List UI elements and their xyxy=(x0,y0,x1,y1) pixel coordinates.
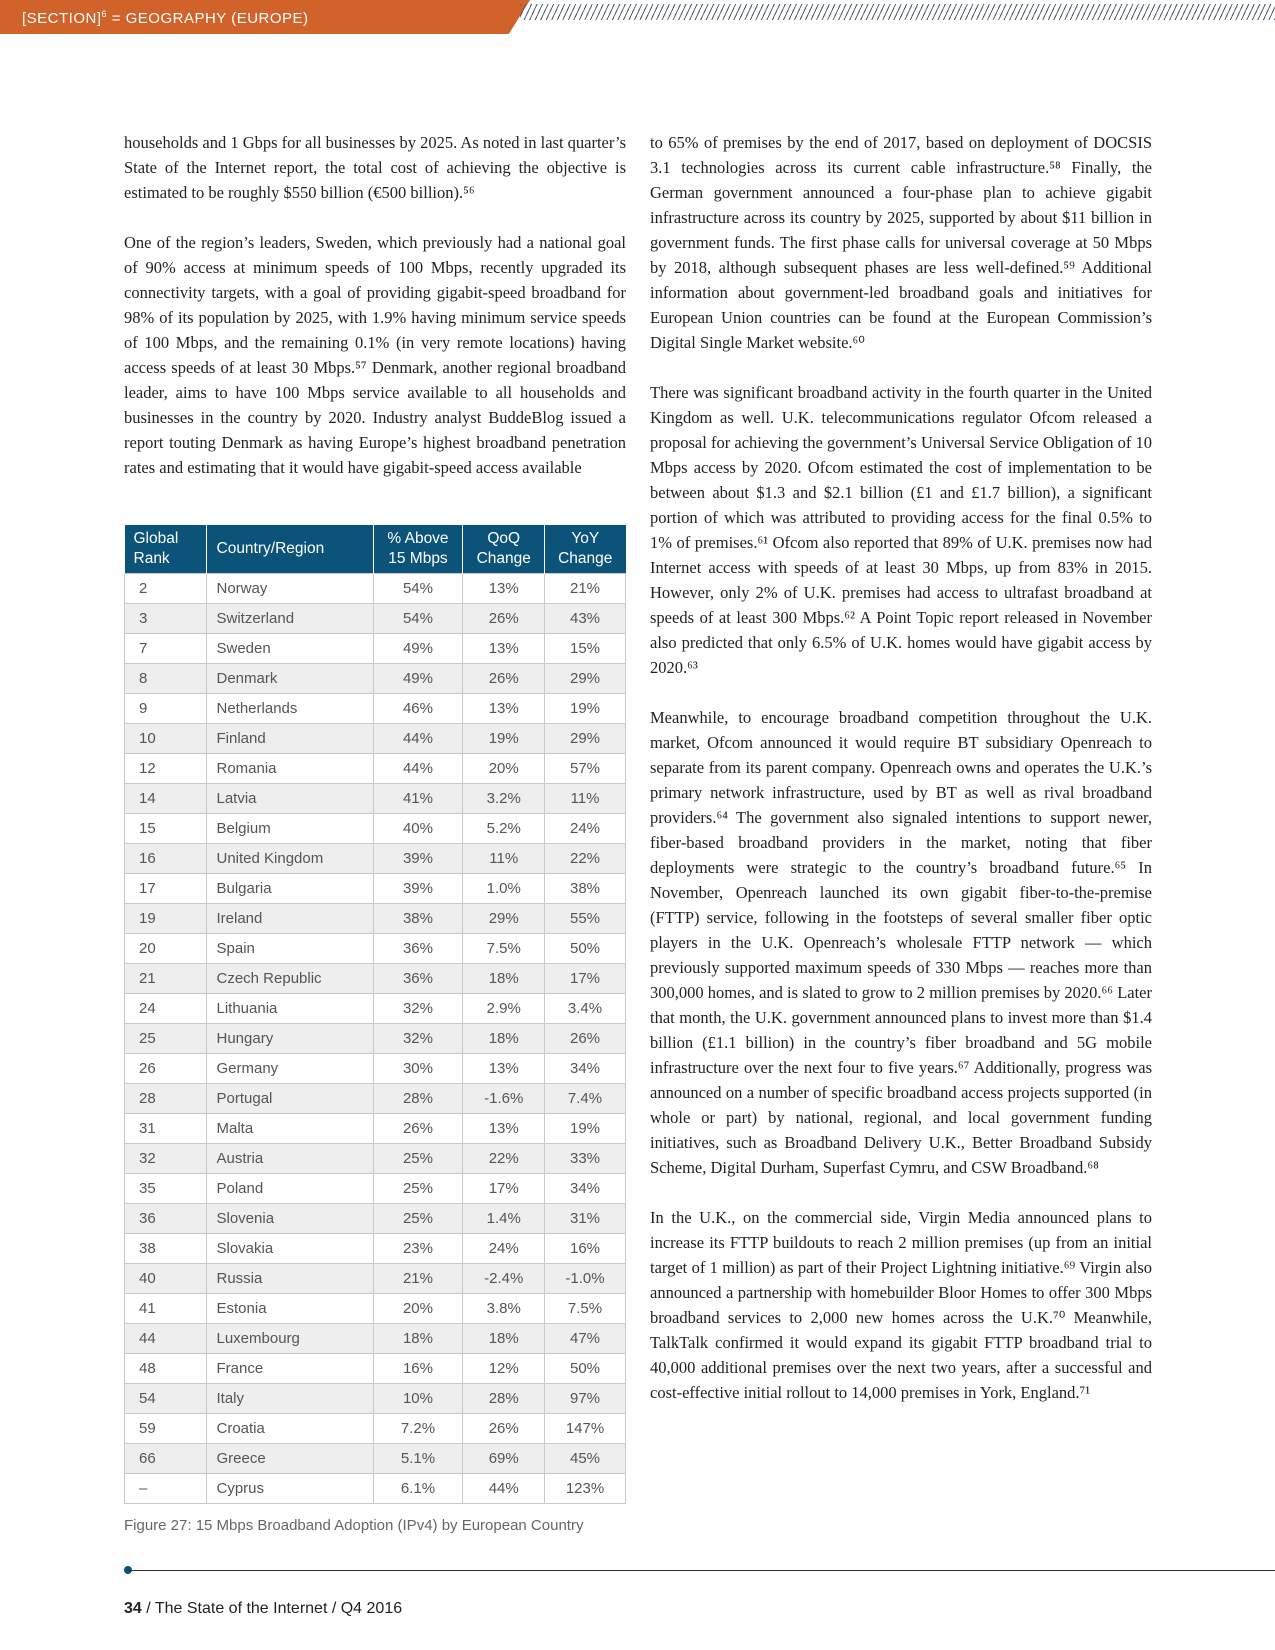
cell-above-15mbps: 44% xyxy=(373,754,463,784)
section-label: [SECTION] xyxy=(22,10,102,27)
cell-qoq: 1.0% xyxy=(463,874,545,904)
table-row xyxy=(125,1114,626,1144)
cell-country: Luxembourg xyxy=(206,1324,373,1354)
cell-qoq: 13% xyxy=(463,1114,545,1144)
table-row xyxy=(125,844,626,874)
cell-above-15mbps: 25% xyxy=(373,1144,463,1174)
table-row xyxy=(125,574,626,604)
cell-above-15mbps: 49% xyxy=(373,634,463,664)
cell-above-15mbps: 40% xyxy=(373,814,463,844)
cell-rank: 15 xyxy=(125,814,207,844)
table-row xyxy=(125,694,626,724)
cell-yoy: 45% xyxy=(545,1444,626,1474)
cell-above-15mbps: 54% xyxy=(373,574,463,604)
cell-qoq: 13% xyxy=(463,694,545,724)
cell-rank: 10 xyxy=(125,724,207,754)
cell-above-15mbps: 32% xyxy=(373,994,463,1024)
cell-rank: 3 xyxy=(125,604,207,634)
table-row xyxy=(125,1234,626,1264)
cell-country: Latvia xyxy=(206,784,373,814)
cell-yoy: 7.4% xyxy=(545,1084,626,1114)
table-body xyxy=(125,574,626,1504)
header-yoy-change: YoY Change xyxy=(545,525,626,574)
cell-above-15mbps: 25% xyxy=(373,1204,463,1234)
cell-qoq: 20% xyxy=(463,754,545,784)
cell-country: Estonia xyxy=(206,1294,373,1324)
cell-rank: 41 xyxy=(125,1294,207,1324)
cell-above-15mbps: 26% xyxy=(373,1114,463,1144)
cell-above-15mbps: 5.1% xyxy=(373,1444,463,1474)
cell-rank: 35 xyxy=(125,1174,207,1204)
cell-country: Czech Republic xyxy=(206,964,373,994)
table-row xyxy=(125,604,626,634)
table-row xyxy=(125,1174,626,1204)
paragraph: One of the region’s leaders, Sweden, which previously had a national goal of 90% access at minimum speeds of 100 Mbps, recently upgraded its connectivity targets, with a goal of providing gigabit-speed broadband for 98% of its population by 2025, with 1.9% having minimum service speeds of 100 Mbps, and the remaining 0.1% (in very remote locations) having access speeds of at least 30 Mbps.⁵⁷ Denmark, another regional broadband leader, aims to have 100 Mbps service available to all households and businesses in the country by 2020. Industry analyst BuddeBlog issued a report touting Denmark as having Europe’s highest broadband penetration rates and estimating that it would have gigabit-speed access available xyxy=(124,233,626,477)
cell-rank: 32 xyxy=(125,1144,207,1174)
cell-country: Norway xyxy=(206,574,373,604)
table-row xyxy=(125,664,626,694)
cell-qoq: 17% xyxy=(463,1174,545,1204)
cell-qoq: 26% xyxy=(463,604,545,634)
cell-rank: 17 xyxy=(125,874,207,904)
cell-rank: 59 xyxy=(125,1414,207,1444)
cell-rank: – xyxy=(125,1474,207,1504)
cell-yoy: 3.4% xyxy=(545,994,626,1024)
cell-qoq: 24% xyxy=(463,1234,545,1264)
cell-yoy: 19% xyxy=(545,694,626,724)
cell-country: United Kingdom xyxy=(206,844,373,874)
cell-above-15mbps: 30% xyxy=(373,1054,463,1084)
table-row xyxy=(125,1084,626,1114)
table-row xyxy=(125,784,626,814)
cell-qoq: 13% xyxy=(463,1054,545,1084)
cell-country: Germany xyxy=(206,1054,373,1084)
paragraph: households and 1 Gbps for all businesses by 2025. As noted in last quarter’s State of the Internet report, the total cost of achieving the objective is estimated to be roughly $550 billion (€500 billion).⁵⁶ xyxy=(124,133,626,202)
paragraph: to 65% of premises by the end of 2017, based on deployment of DOCSIS 3.1 technologies across its current cable infrastructure.⁵⁸ Finally, the German government announced a four-phase plan to achieve gigabit infrastructure across its country by 2025, supported by about $11 billion in government funds. The first phase calls for universal coverage at 50 Mbps by 2018, although subsequent phases are less well-defined.⁵⁹ Additional information about government-led broadband goals and initiatives for European Union countries can be found at the European Commission’s Digital Single Market website.⁶⁰ xyxy=(650,133,1152,352)
cell-yoy: 26% xyxy=(545,1024,626,1054)
cell-yoy: 33% xyxy=(545,1144,626,1174)
cell-above-15mbps: 44% xyxy=(373,724,463,754)
cell-above-15mbps: 16% xyxy=(373,1354,463,1384)
cell-qoq: 3.8% xyxy=(463,1294,545,1324)
table-row xyxy=(125,1474,626,1504)
cell-rank: 25 xyxy=(125,1024,207,1054)
cell-above-15mbps: 38% xyxy=(373,904,463,934)
cell-country: Spain xyxy=(206,934,373,964)
table-row xyxy=(125,1414,626,1444)
cell-rank: 38 xyxy=(125,1234,207,1264)
table-row xyxy=(125,754,626,784)
table-row xyxy=(125,1324,626,1354)
cell-yoy: 24% xyxy=(545,814,626,844)
cell-country: Russia xyxy=(206,1264,373,1294)
cell-country: Slovakia xyxy=(206,1234,373,1264)
paragraph: There was significant broadband activity in the fourth quarter in the United Kingdom as well. U.K. telecommunications regulator Ofcom released a proposal for achieving the government’s Universal Service Obligation of 10 Mbps access by 2020. Ofcom estimated the cost of implementation to be between about $1.3 and $2.1 billion (£1 and £1.7 billion), a significant portion of which was attributed to providing access for the final 0.5% to 1% of premises.⁶¹ Ofcom also reported that 89% of U.K. premises now had Internet access with speeds of at least 30 Mbps, up from 83% in 2015. However, only 2% of U.K. premises had access to ultrafast broadband at speeds of at least 300 Mbps.⁶² A Point Topic report released in November also predicted that only 6.5% of U.K. homes would have gigabit access by 2020.⁶³ xyxy=(650,383,1152,677)
table-row xyxy=(125,724,626,754)
cell-yoy: 19% xyxy=(545,1114,626,1144)
section-topic: = GEOGRAPHY (EUROPE) xyxy=(107,10,309,27)
table-row xyxy=(125,1294,626,1324)
cell-qoq: -1.6% xyxy=(463,1084,545,1114)
table-row xyxy=(125,1444,626,1474)
table-row xyxy=(125,934,626,964)
cell-above-15mbps: 28% xyxy=(373,1084,463,1114)
cell-yoy: 29% xyxy=(545,724,626,754)
cell-above-15mbps: 49% xyxy=(373,664,463,694)
cell-qoq: 12% xyxy=(463,1354,545,1384)
cell-yoy: 50% xyxy=(545,1354,626,1384)
cell-qoq: 28% xyxy=(463,1384,545,1414)
cell-country: Sweden xyxy=(206,634,373,664)
cell-qoq: 22% xyxy=(463,1144,545,1174)
cell-country: Denmark xyxy=(206,664,373,694)
table-row xyxy=(125,964,626,994)
cell-yoy: 123% xyxy=(545,1474,626,1504)
cell-country: Italy xyxy=(206,1384,373,1414)
cell-country: Romania xyxy=(206,754,373,784)
cell-qoq: 13% xyxy=(463,634,545,664)
table-row xyxy=(125,814,626,844)
cell-rank: 16 xyxy=(125,844,207,874)
table-row xyxy=(125,1024,626,1054)
cell-country: Portugal xyxy=(206,1084,373,1114)
cell-yoy: 57% xyxy=(545,754,626,784)
cell-country: Belgium xyxy=(206,814,373,844)
cell-above-15mbps: 20% xyxy=(373,1294,463,1324)
footer-rule xyxy=(128,1570,1275,1571)
cell-rank: 48 xyxy=(125,1354,207,1384)
cell-above-15mbps: 25% xyxy=(373,1174,463,1204)
cell-country: Slovenia xyxy=(206,1204,373,1234)
cell-above-15mbps: 39% xyxy=(373,874,463,904)
cell-rank: 21 xyxy=(125,964,207,994)
cell-qoq: 5.2% xyxy=(463,814,545,844)
cell-qoq: 1.4% xyxy=(463,1204,545,1234)
cell-yoy: 34% xyxy=(545,1054,626,1084)
cell-country: Finland xyxy=(206,724,373,754)
cell-yoy: 55% xyxy=(545,904,626,934)
cell-rank: 26 xyxy=(125,1054,207,1084)
cell-above-15mbps: 46% xyxy=(373,694,463,724)
cell-rank: 36 xyxy=(125,1204,207,1234)
cell-qoq: 44% xyxy=(463,1474,545,1504)
cell-country: Cyprus xyxy=(206,1474,373,1504)
cell-country: Switzerland xyxy=(206,604,373,634)
cell-above-15mbps: 6.1% xyxy=(373,1474,463,1504)
cell-yoy: 38% xyxy=(545,874,626,904)
table-row xyxy=(125,994,626,1024)
cell-yoy: 21% xyxy=(545,574,626,604)
table-row xyxy=(125,1354,626,1384)
cell-rank: 31 xyxy=(125,1114,207,1144)
header-above-15mbps: % Above 15 Mbps xyxy=(373,525,463,574)
broadband-adoption-table xyxy=(124,525,626,1504)
cell-rank: 8 xyxy=(125,664,207,694)
page-footer xyxy=(124,1600,402,1618)
table-row xyxy=(125,1204,626,1234)
cell-yoy: 16% xyxy=(545,1234,626,1264)
cell-yoy: 43% xyxy=(545,604,626,634)
cell-yoy: 34% xyxy=(545,1174,626,1204)
cell-country: Croatia xyxy=(206,1414,373,1444)
cell-country: Austria xyxy=(206,1144,373,1174)
cell-above-15mbps: 7.2% xyxy=(373,1414,463,1444)
cell-yoy: -1.0% xyxy=(545,1264,626,1294)
cell-country: Lithuania xyxy=(206,994,373,1024)
table-row xyxy=(125,1384,626,1414)
cell-qoq: 18% xyxy=(463,1024,545,1054)
cell-country: Ireland xyxy=(206,904,373,934)
left-column xyxy=(124,130,626,480)
cell-above-15mbps: 21% xyxy=(373,1264,463,1294)
cell-yoy: 50% xyxy=(545,934,626,964)
header-hatch-decoration xyxy=(520,4,1275,20)
cell-above-15mbps: 32% xyxy=(373,1024,463,1054)
cell-country: Poland xyxy=(206,1174,373,1204)
cell-qoq: 3.2% xyxy=(463,784,545,814)
header-global-rank: Global Rank xyxy=(125,525,207,574)
cell-country: Malta xyxy=(206,1114,373,1144)
cell-country: France xyxy=(206,1354,373,1384)
cell-yoy: 17% xyxy=(545,964,626,994)
cell-yoy: 7.5% xyxy=(545,1294,626,1324)
cell-yoy: 47% xyxy=(545,1324,626,1354)
cell-rank: 40 xyxy=(125,1264,207,1294)
cell-above-15mbps: 39% xyxy=(373,844,463,874)
cell-country: Hungary xyxy=(206,1024,373,1054)
cell-rank: 19 xyxy=(125,904,207,934)
cell-qoq: 29% xyxy=(463,904,545,934)
cell-qoq: 18% xyxy=(463,964,545,994)
cell-rank: 7 xyxy=(125,634,207,664)
broadband-adoption-figure xyxy=(124,525,626,1534)
cell-yoy: 29% xyxy=(545,664,626,694)
cell-yoy: 15% xyxy=(545,634,626,664)
table-row xyxy=(125,634,626,664)
cell-qoq: 26% xyxy=(463,1414,545,1444)
cell-above-15mbps: 36% xyxy=(373,934,463,964)
footer-title: / The State of the Internet / Q4 2016 xyxy=(141,1600,403,1617)
cell-rank: 2 xyxy=(125,574,207,604)
cell-qoq: 19% xyxy=(463,724,545,754)
table-row xyxy=(125,874,626,904)
cell-above-15mbps: 23% xyxy=(373,1234,463,1264)
cell-country: Greece xyxy=(206,1444,373,1474)
section-header xyxy=(22,9,309,27)
cell-qoq: 11% xyxy=(463,844,545,874)
cell-above-15mbps: 18% xyxy=(373,1324,463,1354)
cell-qoq: 13% xyxy=(463,574,545,604)
paragraph: In the U.K., on the commercial side, Virgin Media announced plans to increase its FTTP buildouts to reach 2 million premises (up from an initial target of 1 million) as part of their Project Lightning initiative.⁶⁹ Virgin also announced a partnership with homebuilder Bloor Homes to offer 300 Mbps broadband services to 2,000 new homes across the U.K.⁷⁰ Meanwhile, TalkTalk confirmed it would expand its gigabit FTTP broadband trial to 40,000 additional premises over the next two years, after a successful and cost-effective initial rollout to 14,000 premises in York, England.⁷¹ xyxy=(650,1208,1152,1402)
cell-qoq: 69% xyxy=(463,1444,545,1474)
cell-rank: 28 xyxy=(125,1084,207,1114)
cell-rank: 44 xyxy=(125,1324,207,1354)
cell-yoy: 11% xyxy=(545,784,626,814)
cell-rank: 20 xyxy=(125,934,207,964)
table-header-row xyxy=(125,525,626,574)
table-row xyxy=(125,904,626,934)
table-row xyxy=(125,1144,626,1174)
table-row xyxy=(125,1054,626,1084)
cell-rank: 12 xyxy=(125,754,207,784)
cell-rank: 9 xyxy=(125,694,207,724)
paragraph: Meanwhile, to encourage broadband competition throughout the U.K. market, Ofcom announced it would require BT subsidiary Openreach to separate from its parent company. Openreach owns and operates the U.K.’s primary network infrastructure, used by BT as well as rival broadband providers.⁶⁴ The government also signaled intentions to support newer, fiber-based broadband providers in the market, noting that fiber deployments were strategic to the country’s broadband future.⁶⁵ In November, Openreach launched its own gigabit fiber-to-the-premise (FTTP) service, following in the footsteps of several smaller fiber optic players in the U.K. Openreach’s wholesale FTTP network — which previously supported maximum speeds of 330 Mbps — reaches more than 300,000 homes, and is slated to grow to 2 million premises by 2020.⁶⁶ Later that month, the U.K. government announced plans to invest more than $1.4 billion (£1.1 billion) in the country’s fiber broadband and 5G mobile infrastructure over the next four to five years.⁶⁷ Additionally, progress was announced on a number of specific broadband access projects supported (in whole or part) by national, regional, and local government funding initiatives, such as Broadband Delivery U.K., Better Broadband Subsidy Scheme, Digital Durham, Superfast Cymru, and CSW Broadband.⁶⁸ xyxy=(650,708,1152,1177)
cell-yoy: 147% xyxy=(545,1414,626,1444)
cell-rank: 66 xyxy=(125,1444,207,1474)
cell-qoq: 2.9% xyxy=(463,994,545,1024)
header-qoq-change: QoQ Change xyxy=(463,525,545,574)
cell-yoy: 31% xyxy=(545,1204,626,1234)
cell-above-15mbps: 10% xyxy=(373,1384,463,1414)
section-superscript: 6 xyxy=(101,9,108,19)
cell-qoq: 26% xyxy=(463,664,545,694)
cell-qoq: 7.5% xyxy=(463,934,545,964)
cell-rank: 14 xyxy=(125,784,207,814)
cell-qoq: -2.4% xyxy=(463,1264,545,1294)
cell-qoq: 18% xyxy=(463,1324,545,1354)
table-row xyxy=(125,1264,626,1294)
cell-rank: 54 xyxy=(125,1384,207,1414)
page-number: 34 xyxy=(124,1600,142,1617)
cell-above-15mbps: 54% xyxy=(373,604,463,634)
cell-rank: 24 xyxy=(125,994,207,1024)
cell-country: Netherlands xyxy=(206,694,373,724)
right-column xyxy=(650,130,1152,1405)
cell-yoy: 22% xyxy=(545,844,626,874)
header-country-region: Country/Region xyxy=(206,525,373,574)
cell-above-15mbps: 36% xyxy=(373,964,463,994)
cell-above-15mbps: 41% xyxy=(373,784,463,814)
cell-yoy: 97% xyxy=(545,1384,626,1414)
cell-country: Bulgaria xyxy=(206,874,373,904)
figure-caption: Figure 27: 15 Mbps Broadband Adoption (IPv4) by European Country xyxy=(124,1517,584,1534)
